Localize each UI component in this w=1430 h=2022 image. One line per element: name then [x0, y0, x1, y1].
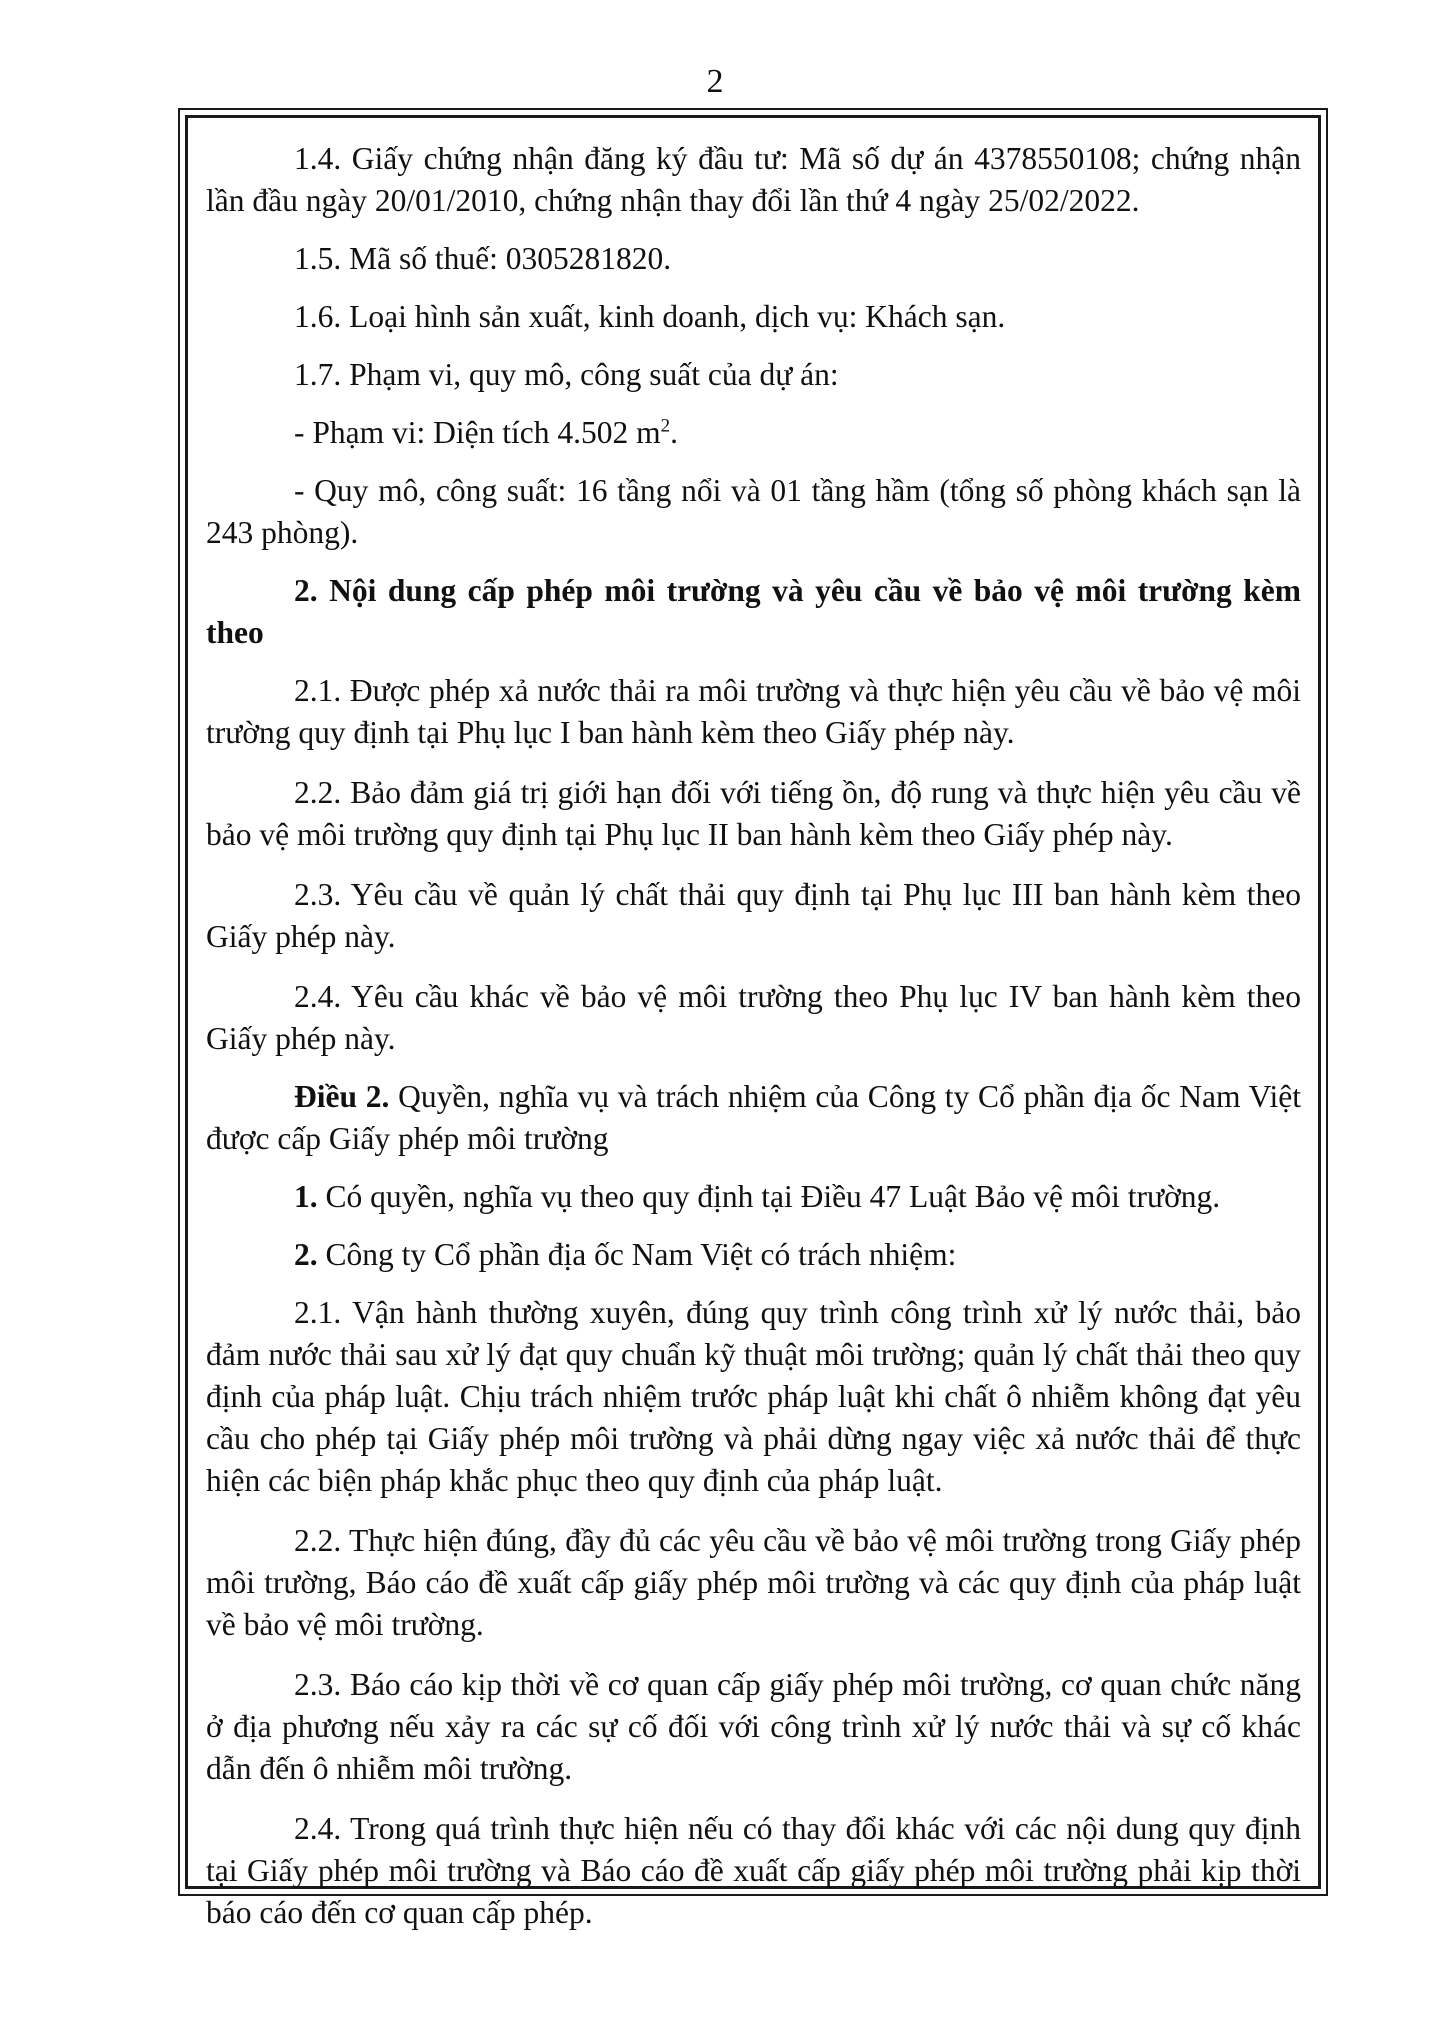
- item-2-1: 2.1. Được phép xả nước thải ra môi trường và thực hiện yêu cầu về bảo vệ môi trường quy định tại Phụ lục I ban hành kèm theo Giấy phép này.: [206, 673, 1301, 750]
- item-2-4: 2.4. Yêu cầu khác về bảo vệ môi trường theo Phụ lục IV ban hành kèm theo Giấy phép này.: [206, 979, 1301, 1056]
- article-2-item-1-num: 1.: [294, 1179, 318, 1214]
- item-1-6: 1.6. Loại hình sản xuất, kinh doanh, dịch vụ: Khách sạn.: [294, 299, 1006, 334]
- article-2-item-1-text: Có quyền, nghĩa vụ theo quy định tại Điều 47 Luật Bảo vệ môi trường.: [317, 1179, 1221, 1214]
- article-2-item-1: [206, 1176, 1301, 1218]
- scope-text: - Phạm vi: Diện tích 4.502 m: [294, 415, 661, 450]
- section-2-heading-text: 2. Nội dung cấp phép môi trường và yêu cầu về bảo vệ môi trường kèm theo: [206, 573, 1301, 650]
- article-2-item-2-num: 2.: [294, 1237, 318, 1272]
- item-1-5: 1.5. Mã số thuế: 0305281820.: [294, 241, 672, 276]
- article-2-item-2-3: 2.3. Báo cáo kịp thời về cơ quan cấp giấy phép môi trường, cơ quan chức năng ở địa phương nếu xảy ra các sự cố đối với công trình xử lý nước thải và sự cố khác dẫn đến ô nhiễm môi trường.: [206, 1667, 1301, 1786]
- item-1-7-scale: - Quy mô, công suất: 16 tầng nổi và 01 tầng hầm (tổng số phòng khách sạn là 243 phòng).: [206, 473, 1301, 550]
- article-2-item-2: [206, 1234, 1301, 1276]
- item-1-4: 1.4. Giấy chứng nhận đăng ký đầu tư: Mã số dự án 4378550108; chứng nhận lần đầu ngày 20/01/2010, chứng nhận thay đổi lần thứ 4 ngày 25/02/2022.: [206, 141, 1301, 218]
- section-2-heading: [206, 570, 1301, 654]
- item-2-2: 2.2. Bảo đảm giá trị giới hạn đối với tiếng ồn, độ rung và thực hiện yêu cầu về bảo vệ môi trường quy định tại Phụ lục II ban hành kèm theo Giấy phép này.: [206, 775, 1301, 852]
- article-2-heading: [206, 1076, 1301, 1160]
- page-number: 2: [706, 63, 724, 100]
- article-2-item-2-text: Công ty Cổ phần địa ốc Nam Việt có trách nhiệm:: [317, 1237, 957, 1272]
- article-2-label: Điều 2.: [294, 1079, 390, 1114]
- item-2-3: 2.3. Yêu cầu về quản lý chất thải quy định tại Phụ lục III ban hành kèm theo Giấy phép này.: [206, 877, 1301, 954]
- article-2-text: Quyền, nghĩa vụ và trách nhiệm của Công ty Cổ phần địa ốc Nam Việt được cấp Giấy phép môi trường: [206, 1079, 1301, 1156]
- item-1-7: 1.7. Phạm vi, quy mô, công suất của dự án:: [294, 357, 839, 392]
- scope-end: .: [670, 415, 678, 450]
- article-2-item-2-2: 2.2. Thực hiện đúng, đầy đủ các yêu cầu về bảo vệ môi trường trong Giấy phép môi trường, Báo cáo đề xuất cấp giấy phép môi trường và các quy định của pháp luật về bảo vệ môi trường.: [206, 1523, 1301, 1642]
- article-2-item-2-1: 2.1. Vận hành thường xuyên, đúng quy trình công trình xử lý nước thải, bảo đảm nước thải sau xử lý đạt quy chuẩn kỹ thuật môi trường; quản lý chất thải theo quy định của pháp luật. Chịu trách nhiệm trước pháp luật khi chất ô nhiễm không đạt yêu cầu cho phép tại Giấy phép môi trường và phải dừng ngay việc xả nước thải để thực hiện các biện pháp khắc phục theo quy định của pháp luật.: [206, 1295, 1301, 1498]
- document-body: [206, 138, 1301, 1952]
- item-1-7-scope: [206, 412, 1301, 454]
- article-2-item-2-4: 2.4. Trong quá trình thực hiện nếu có thay đổi khác với các nội dung quy định tại Giấy phép môi trường và Báo cáo đề xuất cấp giấy phép môi trường phải kịp thời báo cáo đến cơ quan cấp phép.: [206, 1811, 1301, 1930]
- scope-superscript: 2: [660, 415, 671, 437]
